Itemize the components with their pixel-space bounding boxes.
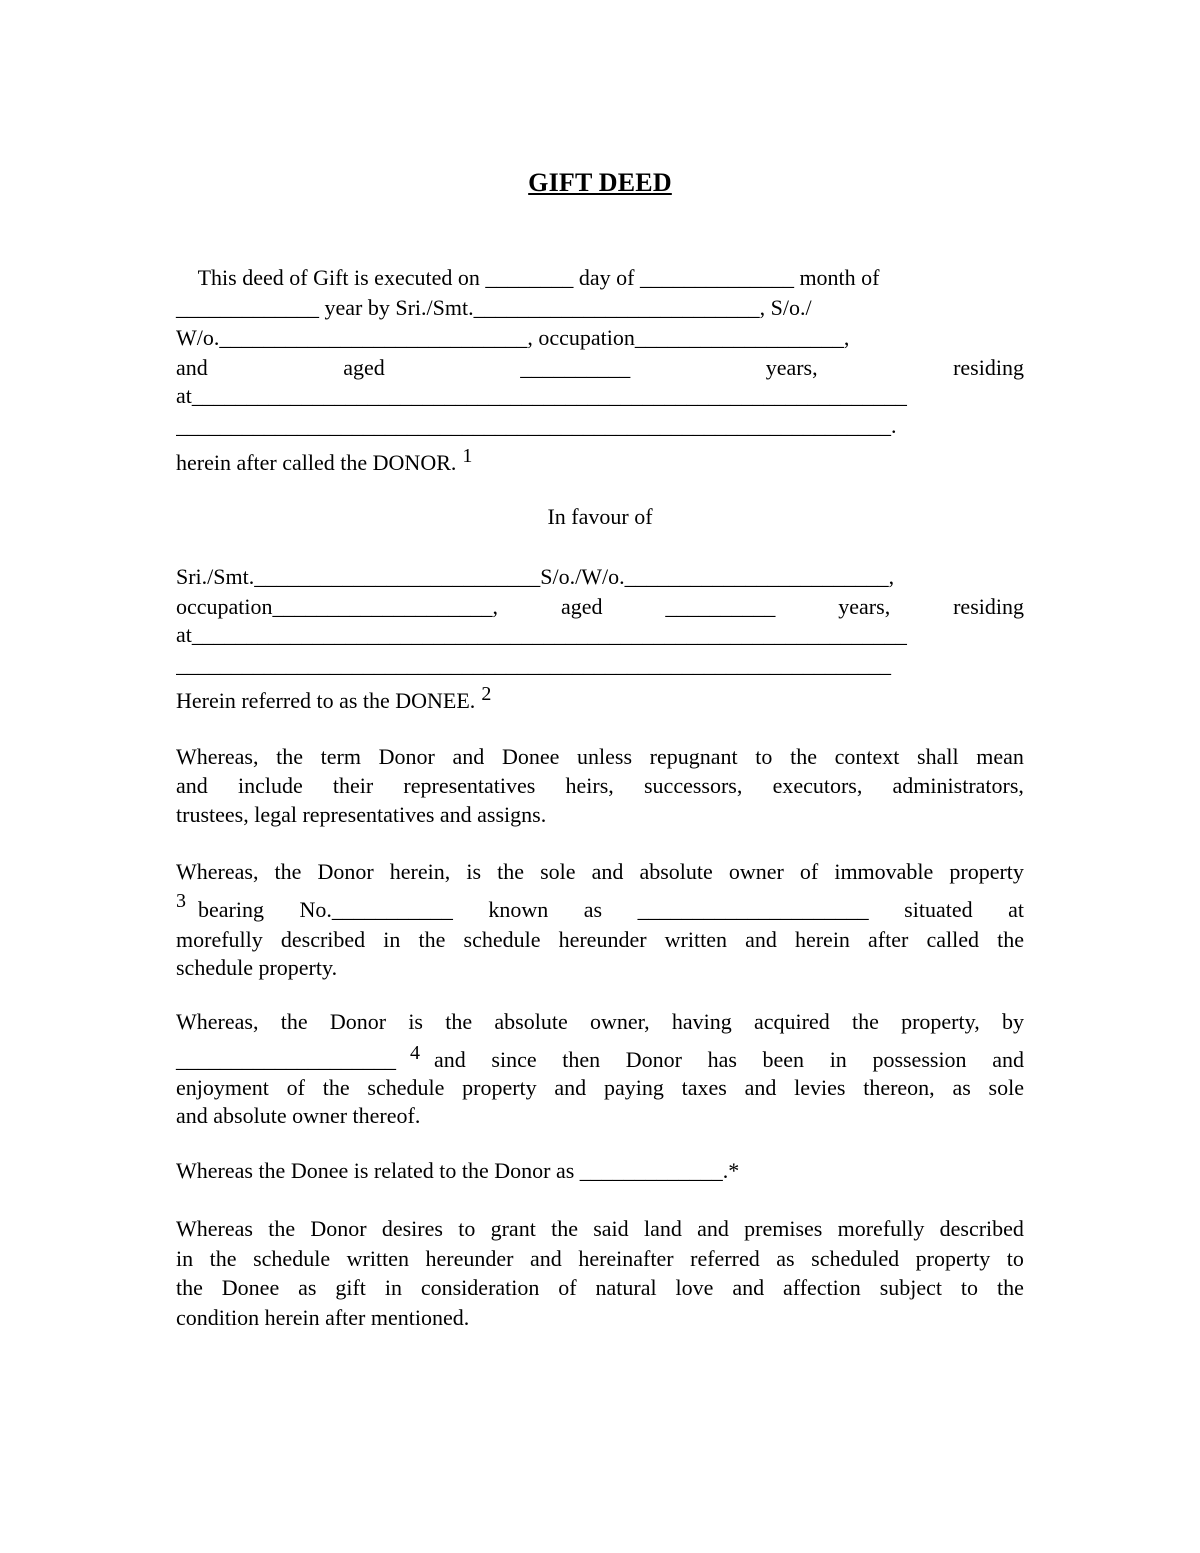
word: Donor (625, 1047, 682, 1072)
word: successors, (644, 773, 743, 798)
word: unless (577, 744, 633, 769)
donee-closing-text: Herein referred to as the DONEE. (176, 688, 476, 713)
para2-line-1 (176, 857, 1024, 887)
word: shall (917, 744, 959, 769)
donee-closing-line (176, 683, 1024, 716)
para5-line-2 (176, 1244, 1024, 1274)
word: _____________________ (637, 897, 869, 922)
donee-line-2 (176, 592, 1024, 622)
word: Whereas, (176, 744, 259, 769)
word: context (834, 744, 900, 769)
word: in (383, 927, 401, 952)
word: written (664, 927, 727, 952)
word: described (939, 1216, 1024, 1241)
word: term (320, 744, 361, 769)
word: Whereas, (176, 859, 259, 884)
word: years, (765, 355, 818, 380)
word: the (996, 1275, 1024, 1300)
word: having (671, 1009, 732, 1034)
word: and (176, 773, 208, 798)
para5-line-1 (176, 1214, 1024, 1244)
word: and (745, 927, 777, 952)
word: the (276, 744, 303, 769)
word: enjoyment (176, 1075, 269, 1100)
para1-line-1 (176, 742, 1024, 772)
word: after (868, 927, 909, 952)
word: levies (794, 1075, 846, 1100)
word: schedule (463, 927, 541, 952)
word: morefully (176, 927, 263, 952)
word: property (915, 1246, 991, 1271)
para2-line-3 (176, 925, 1024, 955)
word: has (707, 1047, 737, 1072)
word: the (551, 1216, 578, 1241)
word: called (926, 927, 979, 952)
word: love (675, 1275, 714, 1300)
word: the (851, 1009, 879, 1034)
word: situated (904, 897, 973, 922)
word: the (418, 927, 446, 952)
word: of (558, 1275, 577, 1300)
word: the (280, 1009, 308, 1034)
word: the (997, 927, 1024, 952)
word: natural (595, 1275, 657, 1300)
donor-line-1: This deed of Gift is executed on ________ day of ______________ month of (176, 265, 880, 290)
word: the (209, 1246, 237, 1271)
word: and (434, 1047, 466, 1072)
para2-line-4: schedule property. (176, 955, 338, 980)
para1-line-3: trustees, legal representatives and assigns. (176, 802, 547, 827)
word: heirs, (565, 773, 614, 798)
word: gift (335, 1275, 366, 1300)
word: paying (603, 1075, 664, 1100)
word: scheduled (811, 1246, 900, 1271)
word: and (697, 1216, 729, 1241)
word: acquired (753, 1009, 830, 1034)
word: said (593, 1216, 629, 1241)
word: desires (381, 1216, 443, 1241)
word: as (298, 1275, 317, 1300)
word: premises (744, 1216, 823, 1241)
word: to (755, 744, 773, 769)
word: __________ (665, 594, 776, 619)
word: schedule (367, 1075, 445, 1100)
word: owner, (589, 1009, 650, 1034)
word: and (591, 859, 624, 884)
word: thereon, (863, 1075, 935, 1100)
word: property (949, 859, 1024, 884)
word: by (1001, 1009, 1024, 1034)
word: affection (783, 1275, 861, 1300)
word: as (583, 897, 603, 922)
footnote-marker-2: 2 (481, 683, 492, 705)
word: the (176, 1275, 203, 1300)
donor-address-line-2: _________________________________________________________________. (176, 413, 897, 438)
word: and (176, 355, 208, 380)
word: in (829, 1047, 847, 1072)
para2-line-2 (176, 890, 1024, 925)
donor-closing-text: herein after called the DONOR. (176, 450, 457, 475)
word: the (268, 1216, 296, 1241)
word: repugnant (649, 744, 738, 769)
word: and (530, 1246, 562, 1271)
word: to (1006, 1246, 1024, 1271)
word: Donor (317, 859, 374, 884)
word: written (346, 1246, 409, 1271)
para3-line-1 (176, 1007, 1024, 1037)
word: subject (879, 1275, 943, 1300)
word: and (744, 1075, 777, 1100)
word: executors, (772, 773, 863, 798)
word: in (384, 1275, 402, 1300)
word: and (554, 1075, 587, 1100)
word: taxes (681, 1075, 727, 1100)
word: of (799, 859, 819, 884)
word: sole (540, 859, 576, 884)
word: hereunder (558, 927, 647, 952)
para5-line-4: condition herein after mentioned. (176, 1305, 470, 1330)
word: property, (901, 1009, 980, 1034)
word: and (732, 1275, 765, 1300)
word: owner (728, 859, 784, 884)
document-title: GIFT DEED (528, 168, 672, 197)
donor-line-2: _____________ year by Sri./Smt.__________________________, S/o./ (176, 295, 812, 320)
in-favour-of-heading: In favour of (547, 504, 653, 529)
word: and (992, 1047, 1024, 1072)
word: in (176, 1246, 194, 1271)
word: known (488, 897, 549, 922)
para3-line-2-words (434, 1045, 1024, 1075)
footnote-marker-3: 3 (176, 890, 186, 912)
word: Whereas (176, 1216, 253, 1241)
footnote-marker-1: 1 (462, 445, 473, 467)
word: at (1008, 897, 1024, 922)
para3-line-4: and absolute owner thereof. (176, 1103, 421, 1128)
word: then (562, 1047, 601, 1072)
word: of (286, 1075, 305, 1100)
word: to (960, 1275, 979, 1300)
donor-line-3: W/o.____________________________, occupation___________________, (176, 325, 850, 350)
word: Donee (501, 744, 560, 769)
donee-line-1: Sri./Smt.__________________________S/o./W/o.________________________, (176, 564, 895, 589)
word: administrators, (892, 773, 1024, 798)
word: absolute (639, 859, 713, 884)
word: the (445, 1009, 473, 1034)
word: to (458, 1216, 476, 1241)
word: morefully (837, 1216, 925, 1241)
acquisition-blank: ____________________ (176, 1047, 396, 1072)
word: described (280, 927, 366, 952)
word: and (452, 744, 485, 769)
para1-line-2 (176, 771, 1024, 801)
para3-line-2 (176, 1042, 1024, 1075)
word: aged (343, 355, 385, 380)
word: possession (872, 1047, 967, 1072)
word: the (790, 744, 817, 769)
donor-line-4 (176, 353, 1024, 383)
word: Whereas, (176, 1009, 259, 1034)
word: include (237, 773, 303, 798)
word: No.___________ (299, 897, 453, 922)
donor-closing-line (176, 445, 1024, 478)
word: representatives (403, 773, 536, 798)
word: as (952, 1075, 971, 1100)
word: as (776, 1246, 795, 1271)
donee-address-line-2: _________________________________________________________________ (176, 652, 891, 677)
word: the (274, 859, 302, 884)
word: Donor (329, 1009, 387, 1034)
word: bearing (198, 897, 264, 922)
word: Donee (221, 1275, 280, 1300)
word: absolute (494, 1009, 568, 1034)
word: Donor (310, 1216, 367, 1241)
word: __________ (520, 355, 631, 380)
word: grant (490, 1216, 536, 1241)
word: occupation____________________, (176, 594, 499, 619)
word: aged (560, 594, 603, 619)
word: consideration (420, 1275, 540, 1300)
donee-address-line-1: at_________________________________________________________________ (176, 622, 907, 647)
word: the (322, 1075, 350, 1100)
word: land (643, 1216, 682, 1241)
footnote-marker-4: 4 (410, 1042, 420, 1064)
word: herein (794, 927, 850, 952)
word: the (497, 859, 524, 884)
word: referred (690, 1246, 760, 1271)
para2-line-2-words (198, 895, 1024, 925)
word: been (762, 1047, 805, 1072)
word: years, (838, 594, 891, 619)
word: since (491, 1047, 537, 1072)
word: property (462, 1075, 537, 1100)
word: schedule (253, 1246, 331, 1271)
word: is (466, 859, 482, 884)
word: their (332, 773, 374, 798)
word: sole (988, 1075, 1024, 1100)
word: immovable (834, 859, 934, 884)
donor-address-line-1: at_________________________________________________________________ (176, 383, 907, 408)
para5-line-3 (176, 1273, 1024, 1303)
word: hereinafter (578, 1246, 674, 1271)
para3-line-3 (176, 1073, 1024, 1103)
word: mean (976, 744, 1024, 769)
para4-line: Whereas the Donee is related to the Donor as _____________.* (176, 1158, 740, 1183)
word: Donor (378, 744, 435, 769)
word: residing (953, 355, 1024, 380)
word: residing (953, 594, 1024, 619)
word: is (408, 1009, 423, 1034)
word: hereunder (425, 1246, 514, 1271)
word: herein, (389, 859, 451, 884)
